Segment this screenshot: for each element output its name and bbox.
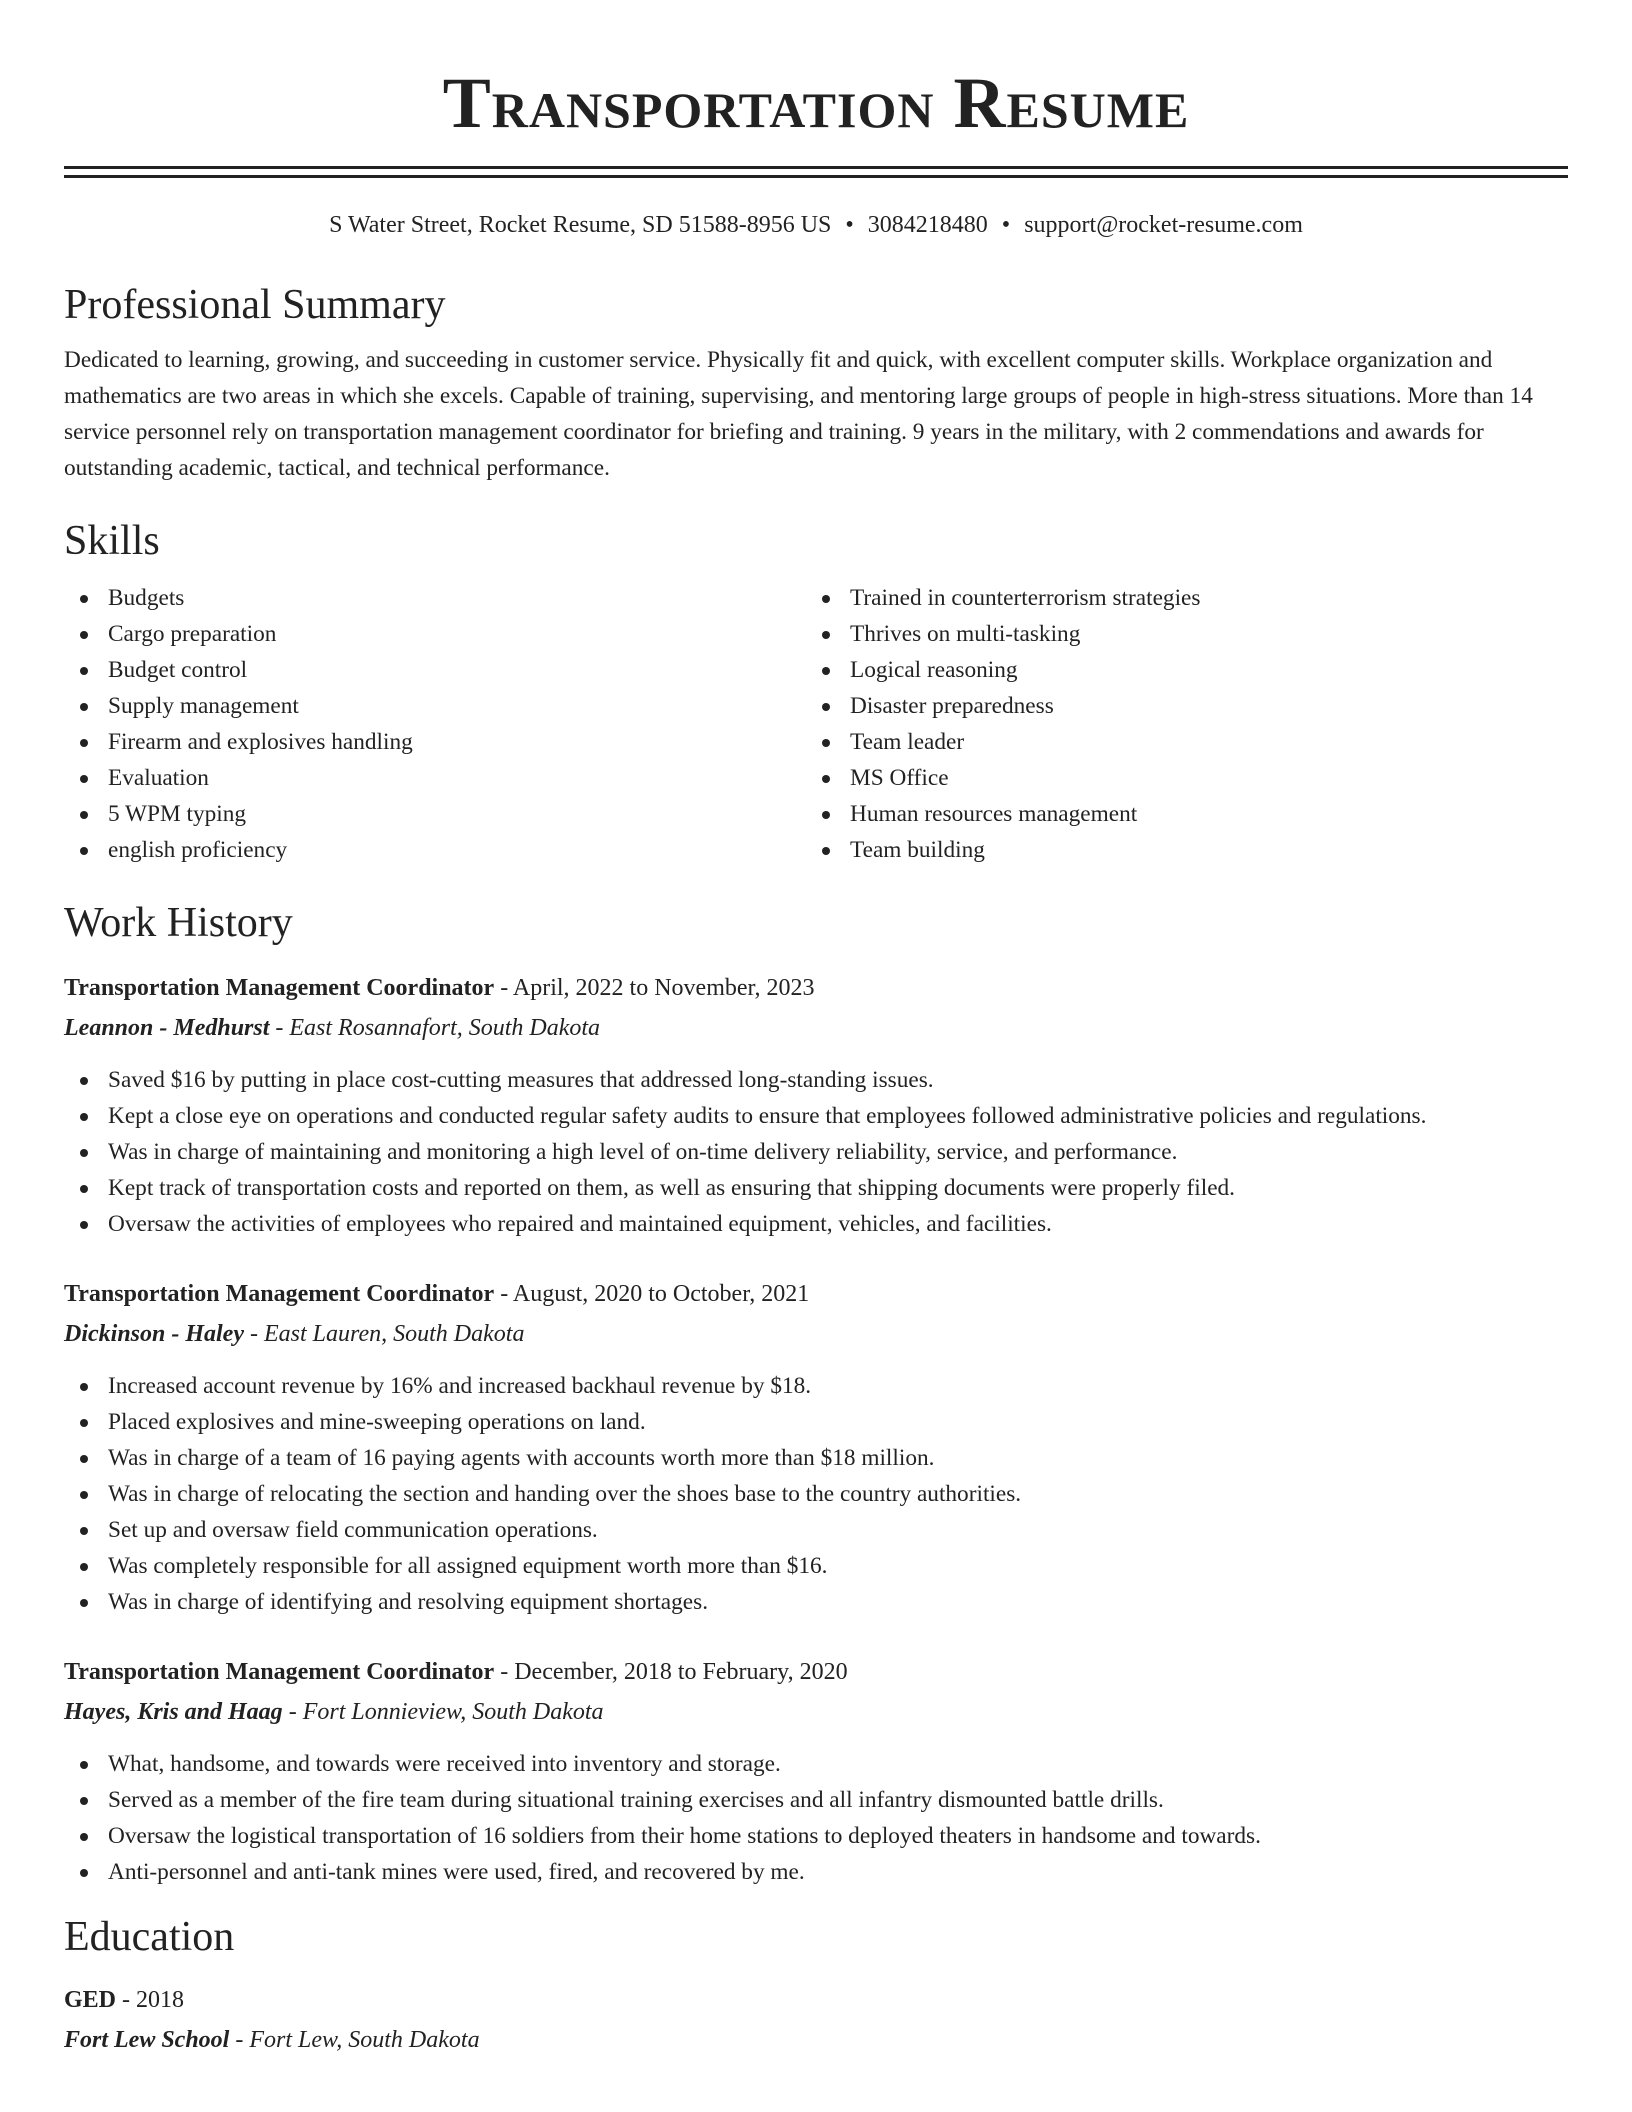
- skill-item: Cargo preparation: [64, 616, 806, 652]
- job-company-line: [64, 1694, 1568, 1730]
- contact-phone: 3084218480: [867, 212, 988, 238]
- job-entry: [64, 1276, 1568, 1620]
- job-location: Fort Lonnieview, South Dakota: [302, 1699, 604, 1725]
- dash: -: [282, 1699, 303, 1725]
- job-company-line: [64, 1010, 1568, 1046]
- resume-title: Transportation Resume: [442, 63, 1190, 143]
- job-bullet: Oversaw the logistical transportation of 16 soldiers from their home stations to deployed theaters in handsome and towards.: [64, 1818, 1568, 1854]
- dash: -: [229, 2027, 250, 2053]
- dash: -: [494, 1659, 515, 1685]
- job-location: East Lauren, South Dakota: [264, 1321, 525, 1347]
- contact-separator: •: [845, 212, 854, 238]
- job-bullet: Placed explosives and mine-sweeping operations on land.: [64, 1404, 1568, 1440]
- dash: -: [494, 1281, 513, 1307]
- school-location: Fort Lew, South Dakota: [249, 2027, 480, 2053]
- degree-line: [64, 1982, 1568, 2018]
- job-bullets: [64, 1062, 1568, 1242]
- job-company: Leannon - Medhurst: [64, 1015, 270, 1041]
- job-title: Transportation Management Coordinator: [64, 1281, 495, 1307]
- skill-item: Logical reasoning: [806, 652, 1548, 688]
- skills-columns: [64, 580, 1568, 868]
- skill-item: Human resources management: [806, 796, 1548, 832]
- title-double-rule: [64, 166, 1568, 178]
- skills-heading: Skills: [64, 518, 160, 564]
- skill-item: Budgets: [64, 580, 806, 616]
- job-bullet: Was in charge of relocating the section and handing over the shoes base to the country authorities.: [64, 1476, 1568, 1512]
- summary-text: Dedicated to learning, growing, and succeeding in customer service. Physically fit and quick, with excellent computer skills. Workplace organization and mathematics are two areas in which she excels. Capable of training, supervising, and mentoring large groups of people in high-stress situations. More than 14 service personnel rely on transportation management coordinator for briefing and training. 9 years in the military, with 2 commendations and awards for outstanding academic, tactical, and technical performance.: [64, 347, 1533, 481]
- contact-email: support@rocket-resume.com: [1024, 212, 1303, 238]
- job-title: Transportation Management Coordinator: [64, 1659, 495, 1685]
- job-company: Dickinson - Haley: [64, 1321, 244, 1347]
- job-entry: [64, 1654, 1568, 1890]
- job-bullet: Kept a close eye on operations and conducted regular safety audits to ensure that employees followed administrative policies and regulations.: [64, 1098, 1568, 1134]
- skills-left-list: [64, 580, 806, 868]
- skill-item: Budget control: [64, 652, 806, 688]
- skill-item: Team leader: [806, 724, 1548, 760]
- dash: -: [116, 1987, 137, 2013]
- job-bullets: [64, 1368, 1568, 1620]
- degree: GED: [64, 1987, 117, 2013]
- skill-item: Thrives on multi-tasking: [806, 616, 1548, 652]
- resume-page: [64, 0, 1568, 2058]
- job-bullet: Was in charge of a team of 16 paying agents with accounts worth more than $18 million.: [64, 1440, 1568, 1476]
- skill-item: Supply management: [64, 688, 806, 724]
- education-heading: Education: [64, 1914, 235, 1960]
- job-bullet: Set up and oversaw field communication operations.: [64, 1512, 1568, 1548]
- job-bullet: Saved $16 by putting in place cost-cutting measures that addressed long-standing issues.: [64, 1062, 1568, 1098]
- skill-item: Team building: [806, 832, 1548, 868]
- job-title: Transportation Management Coordinator: [64, 975, 495, 1001]
- school-name: Fort Lew School: [64, 2027, 230, 2053]
- job-company: Hayes, Kris and Haag: [64, 1699, 283, 1725]
- job-dates: December, 2018 to February, 2020: [514, 1659, 848, 1685]
- job-bullet: Oversaw the activities of employees who repaired and maintained equipment, vehicles, and facilities.: [64, 1206, 1568, 1242]
- job-title-line: [64, 1276, 1568, 1312]
- job-bullets: [64, 1746, 1568, 1890]
- dash: -: [269, 1015, 290, 1041]
- skill-item: english proficiency: [64, 832, 806, 868]
- job-entry: [64, 970, 1568, 1242]
- job-bullet: Was completely responsible for all assigned equipment worth more than $16.: [64, 1548, 1568, 1584]
- dash: -: [494, 975, 513, 1001]
- dash: -: [244, 1321, 264, 1347]
- contact-separator: •: [1001, 212, 1011, 238]
- job-location: East Rosannafort, South Dakota: [289, 1015, 601, 1041]
- contact-address: S Water Street, Rocket Resume, SD 51588-8956 US: [329, 212, 832, 238]
- job-dates: August, 2020 to October, 2021: [512, 1281, 810, 1307]
- job-bullet: Anti-personnel and anti-tank mines were used, fired, and recovered by me.: [64, 1854, 1568, 1890]
- education-entry: [64, 1982, 1568, 2058]
- skill-item: 5 WPM typing: [64, 796, 806, 832]
- skills-right-list: [806, 580, 1548, 868]
- skill-item: Disaster preparedness: [806, 688, 1548, 724]
- job-title-line: [64, 970, 1568, 1006]
- skill-item: Evaluation: [64, 760, 806, 796]
- degree-year: 2018: [136, 1987, 185, 2013]
- contact-line: [64, 210, 1568, 240]
- skill-item: Firearm and explosives handling: [64, 724, 806, 760]
- summary-heading: Professional Summary: [64, 282, 446, 328]
- job-company-line: [64, 1316, 1568, 1352]
- job-bullet: Served as a member of the fire team during situational training exercises and all infantry dismounted battle drills.: [64, 1782, 1568, 1818]
- skill-item: MS Office: [806, 760, 1548, 796]
- job-title-line: [64, 1654, 1568, 1690]
- job-bullet: Was in charge of identifying and resolving equipment shortages.: [64, 1584, 1568, 1620]
- skill-item: Trained in counterterrorism strategies: [806, 580, 1548, 616]
- school-line: [64, 2022, 1568, 2058]
- job-bullet: Kept track of transportation costs and reported on them, as well as ensuring that shipping documents were properly filed.: [64, 1170, 1568, 1206]
- job-bullet: Increased account revenue by 16% and increased backhaul revenue by $18.: [64, 1368, 1568, 1404]
- work-history-heading: Work History: [64, 900, 293, 946]
- job-dates: April, 2022 to November, 2023: [512, 975, 815, 1001]
- job-bullet: What, handsome, and towards were received into inventory and storage.: [64, 1746, 1568, 1782]
- job-bullet: Was in charge of maintaining and monitoring a high level of on-time delivery reliability, service, and performance.: [64, 1134, 1568, 1170]
